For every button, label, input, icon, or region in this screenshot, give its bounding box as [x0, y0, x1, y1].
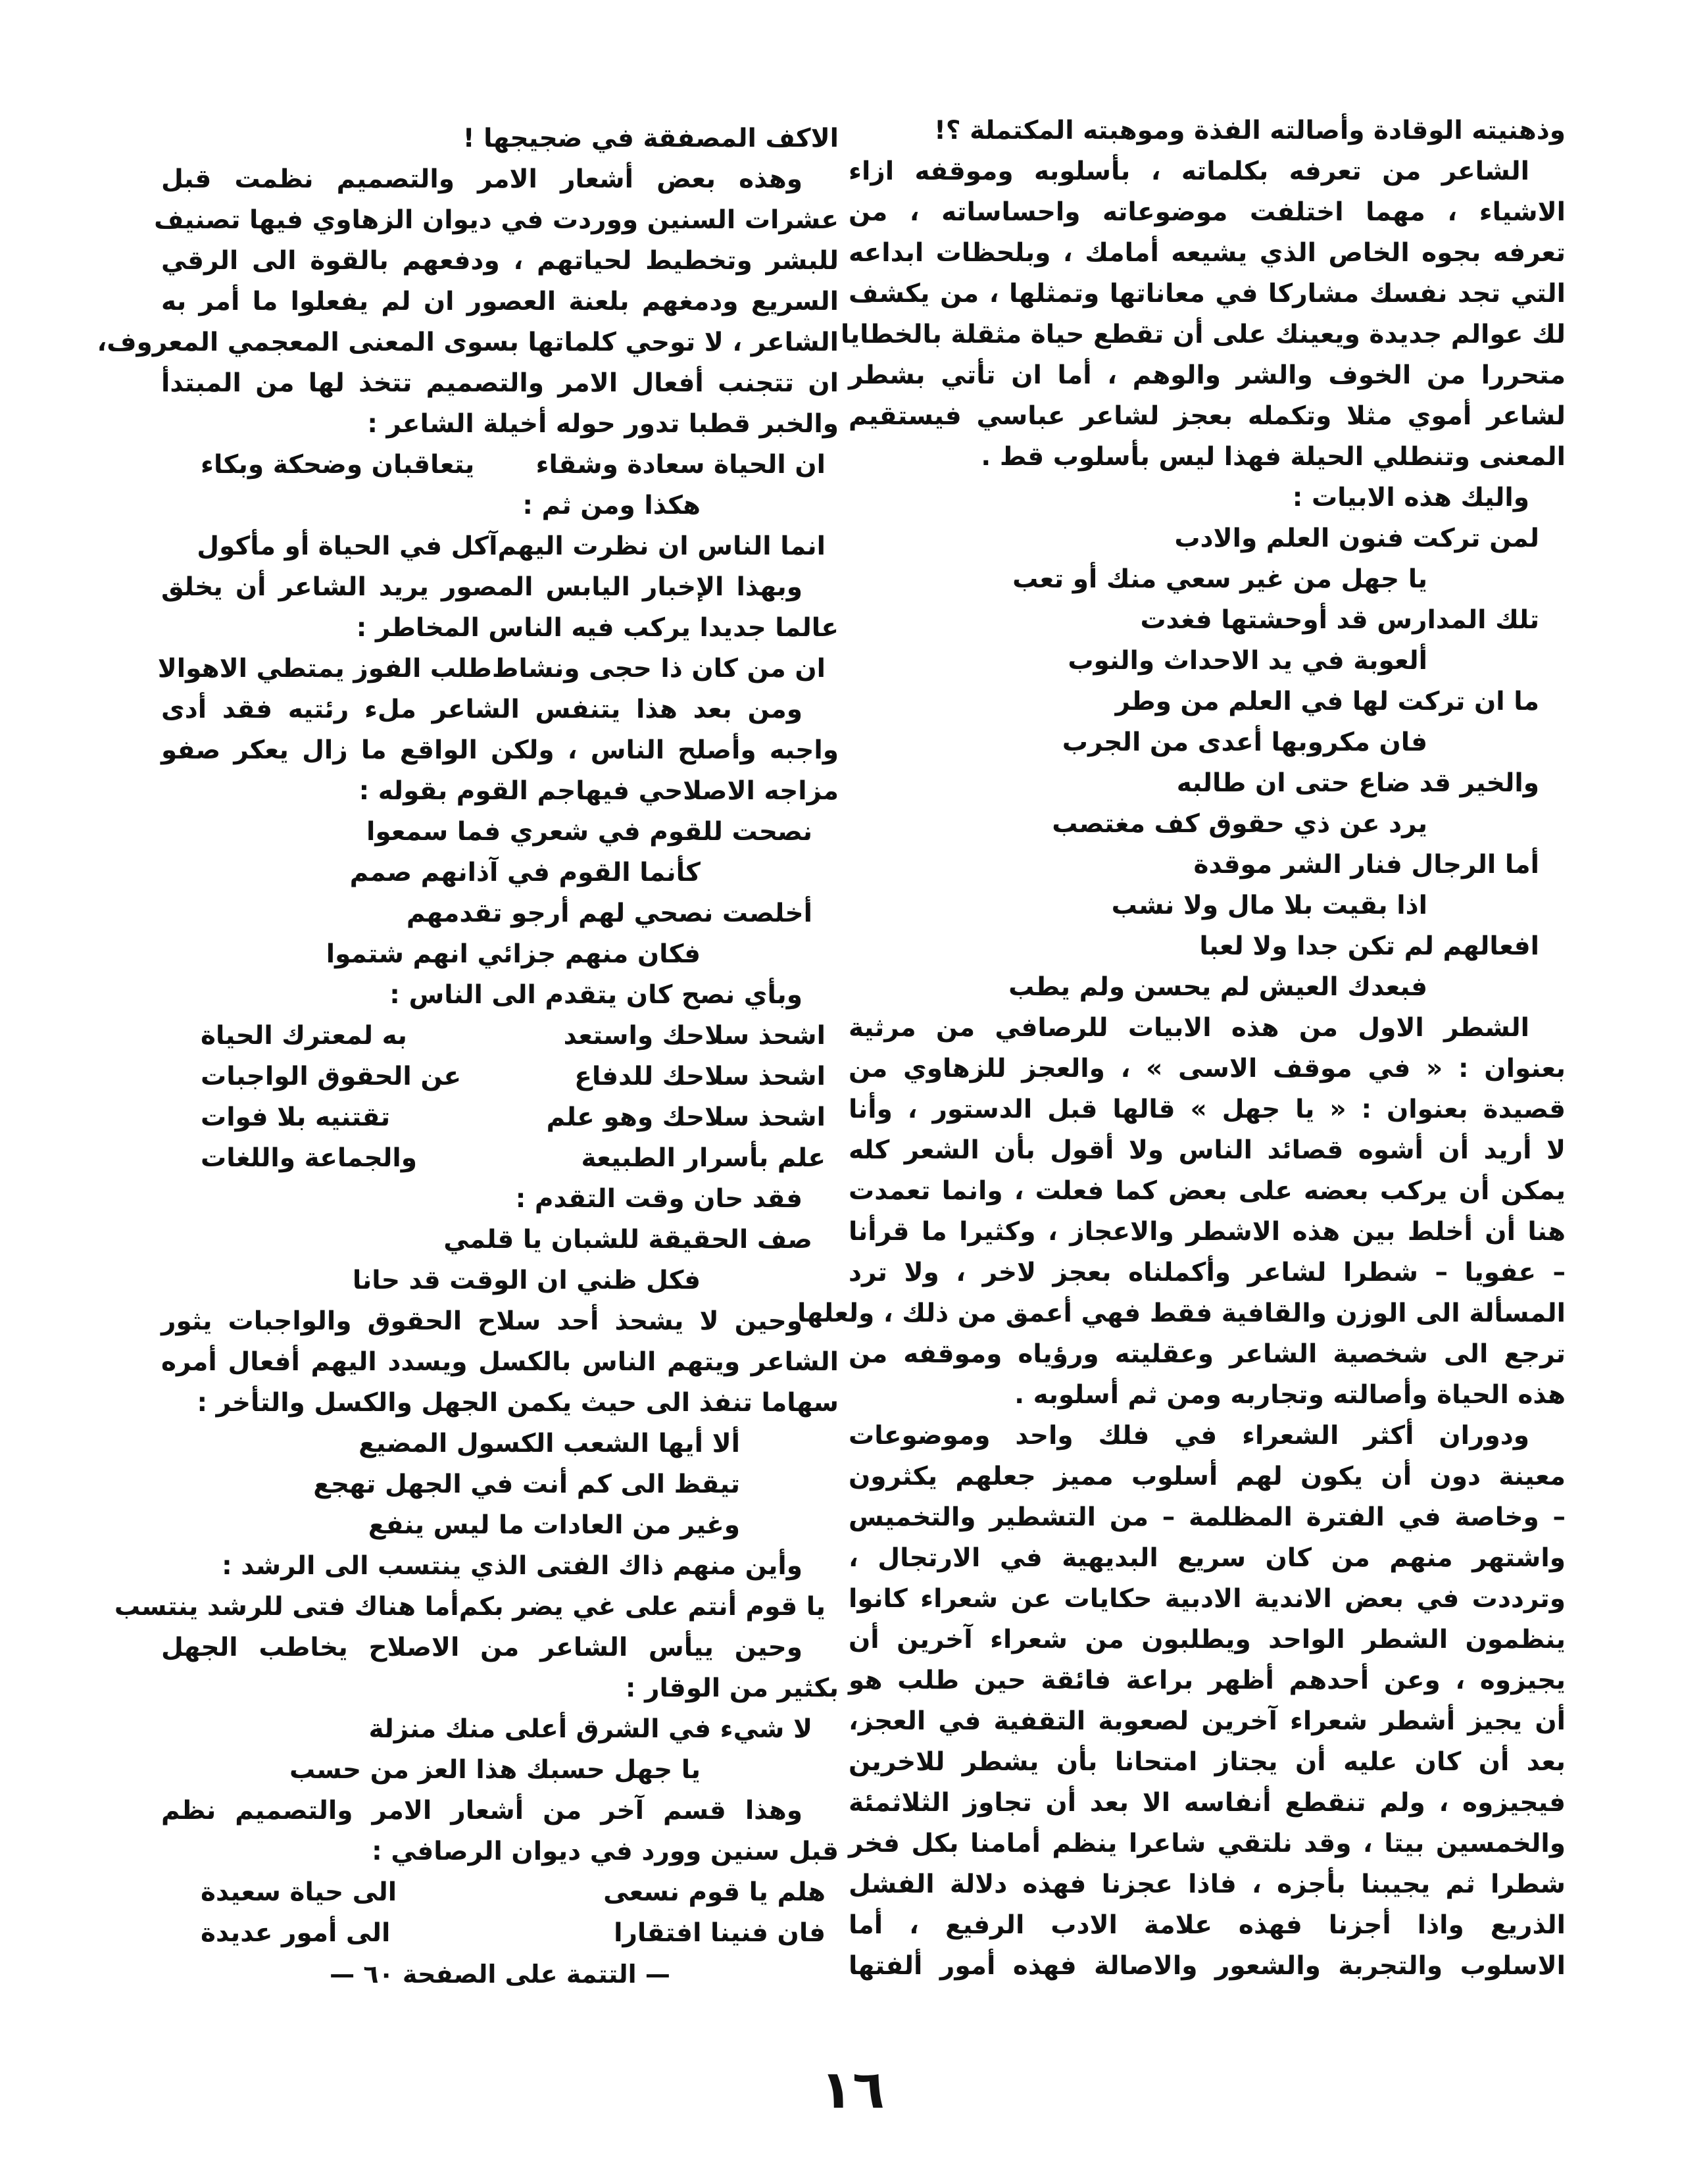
prose-line: لا أريد أن أشوه قصائد الناس ولا أقول بأن الشعر كله — [849, 1135, 1566, 1165]
prose-line: المعنى وتنطلي الحيلة فهذا ليس بأسلوب قط . — [981, 442, 1566, 472]
verse-couplet — [161, 526, 839, 567]
verse-line: فكل ظني ان الوقت قد حانا — [352, 1266, 701, 1295]
prose-line: عشرات السنين ووردت في ديوان الزهاوي فيها تصنيف — [154, 205, 839, 235]
hemistich-second: آكل في الحياة أو مأكول — [197, 532, 498, 561]
verse-line: أخلصت نصحي لهم أرجو تقدمهم — [406, 899, 812, 928]
prose-line: قصيدة بعنوان : « يا جهل » قالها قبل الدستور ، وأنا — [849, 1095, 1566, 1124]
prose-line: سهاما تنفذ الى حيث يكمن الجهل والكسل والتأخر : — [197, 1388, 839, 1418]
prose-line: مزاجه الاصلاحي فيهاجم القوم بقوله : — [358, 776, 839, 806]
page-number: ١٦ — [820, 2059, 885, 2120]
verse-line: ألعوبة في يد الاحداث والنوب — [1068, 646, 1427, 676]
prose-line: هذه الحياة وأصالته وتجاربه ومن ثم أسلوبه . — [1014, 1380, 1566, 1410]
verse-line: اذا بقيت بلا مال ولا نشب — [1111, 891, 1427, 920]
verse-couplet — [114, 1587, 839, 1627]
hemistich-first: فان فنينا افتقارا — [614, 1918, 826, 1948]
prose-line: فيجيزوه ، ولم تنقطع أنفاسه الا بعد أن تجاوز الثلاثمئة — [849, 1788, 1566, 1818]
column-right — [797, 111, 1566, 1987]
hemistich-second: الى حياة سعيدة — [201, 1877, 397, 1907]
prose-line: ترجع الى شخصية الشاعر وعقليته ورؤياه وموقفه من — [849, 1339, 1566, 1369]
prose-line: وحين لا يشحذ أحد سلاح الحقوق والواجبات يثور — [161, 1306, 803, 1336]
prose-line: الاسلوب والتجربة والشعور والاصالة فهذه أمور ألفتها — [849, 1951, 1566, 1981]
prose-line: الشطر الاول من هذه الابيات للرصافي من مرثية — [849, 1013, 1529, 1043]
verse-couplet — [161, 1056, 839, 1097]
hemistich-second: يتعاقبان وضحكة وبكاء — [201, 450, 475, 480]
prose-line: الشاعر ويتهم الناس بالكسل ويسدد اليهم أفعال أمره — [161, 1347, 839, 1377]
hemistich-second: طلب الفوز يمتطي الاهوالا — [157, 654, 492, 683]
hemistich-first: اشحذ سلاحك وهو علم — [546, 1103, 826, 1132]
prose-line: الشاعر ، لا توحي كلماتها بسوى المعنى المعجمي المعروف، — [97, 328, 839, 357]
verse-line: والخير قد ضاع حتى ان طالبه — [1176, 768, 1539, 798]
hemistich-second: تقتنيه بلا فوات — [201, 1103, 391, 1132]
verse-couplet — [161, 1913, 839, 1954]
hemistich-first: انما الناس ان نظرت اليهم — [497, 532, 826, 561]
hemistich-first: اشحذ سلاحك واستعد — [563, 1021, 826, 1051]
prose-line: يمكن أن يركب بعضه على بعض كما فعلت ، وانما تعمدت — [849, 1176, 1566, 1206]
prose-line: بعد أن كان عليه أن يجتاز امتحانا بأن يشطر للاخرين — [849, 1747, 1566, 1777]
prose-line: ومن بعد هذا يتنفس الشاعر ملء رئتيه فقد أدى — [161, 695, 803, 724]
prose-line: للبشر وتخطيط لحياتهم ، ودفعهم بالقوة الى الرقي — [161, 246, 839, 276]
prose-line: والخمسين بيتا ، وقد نلتقي شاعرا ينظم أمامنا بكل فخر — [849, 1829, 1566, 1858]
prose-line: الاشياء ، مهما اختلفت موضوعاته واحساساته ، من — [849, 197, 1566, 227]
prose-line: واليك هذه الابيات : — [1292, 483, 1529, 512]
prose-line: التي تجد نفسك مشاركا في معاناتها وتمثلها ، من يكشف — [849, 279, 1566, 309]
prose-line: لشاعر أموي مثلا وتكمله بعجز لشاعر عباسي فيستقيم — [849, 401, 1566, 431]
continuation-note: — التتمة على الصفحة ٦٠ — — [330, 1960, 670, 1989]
verse-line: يا جهل حسبك هذا العز من حسب — [289, 1755, 701, 1785]
verse-couplet — [157, 649, 839, 689]
verse-line: لا شيء في الشرق أعلى منك منزلة — [368, 1714, 812, 1744]
prose-line: وذهنيته الوقادة وأصالته الفذة وموهبته المكتملة ؟! — [934, 116, 1566, 145]
hemistich-second: به لمعترك الحياة — [201, 1021, 407, 1051]
verse-line: فكان منهم جزائي انهم شتموا — [326, 939, 701, 969]
prose-line: أن يجيز أشطر شعراء آخرين لصعوبة التقفية في العجز، — [849, 1706, 1566, 1736]
prose-line: معينة دون أن يكون لهم أسلوب مميز جعلهم يكثرون — [849, 1462, 1566, 1491]
prose-line: ينظمون الشطر الواحد ويطلبون من شعراء آخرين أن — [849, 1625, 1566, 1654]
prose-line: الشاعر من تعرفه بكلماته ، بأسلوبه وموقفه ازاء — [849, 157, 1529, 186]
verse-line: أما الرجال فنار الشر موقدة — [1193, 850, 1539, 880]
verse-couplet — [161, 445, 839, 485]
prose-line: متحررا من الخوف والشر والوهم ، أما ان تأتي بشطر — [849, 360, 1566, 390]
prose-line: واجبه وأصلح الناس ، ولكن الواقع ما زال يعكر صفو — [161, 735, 839, 765]
hemistich-first: علم بأسرار الطبيعة — [581, 1143, 826, 1173]
verse-line: يرد عن ذي حقوق كف مغتصب — [1052, 809, 1427, 839]
prose-line: وهذه بعض أشعار الامر والتصميم نظمت قبل — [161, 164, 803, 194]
prose-line: السريع ودمغهم بلعنة العصور ان لم يفعلوا ما أمر به — [161, 287, 839, 316]
prose-line: يجيزوه ، وعن أحدهم أظهر براعة فائقة حين طلب هو — [849, 1666, 1566, 1695]
prose-line: المسألة الى الوزن والقافية فقط فهي أعمق من ذلك ، ولعلها — [797, 1299, 1566, 1328]
prose-line: الذريع واذا أجزنا فهذه علامة الادب الرفيع ، أما — [849, 1910, 1566, 1940]
prose-line: والخبر قطبا تدور حوله أخيلة الشاعر : — [367, 409, 839, 439]
verse-couplet — [161, 1016, 839, 1056]
prose-line: وبأي نصح كان يتقدم الى الناس : — [389, 980, 803, 1010]
hemistich-second: الى أمور عديدة — [201, 1918, 391, 1948]
prose-line: تعرفه بجوه الخاص الذي يشيعه أمامك ، وبلحظات ابداعه — [849, 238, 1566, 268]
prose-line: هكذا ومن ثم : — [522, 491, 701, 520]
hemistich-first: اشحذ سلاحك للدفاع — [574, 1062, 826, 1091]
prose-line: شطرا ثم يجيبنا بأجزه ، فاذا عجزنا فهذه دلالة الفشل — [849, 1870, 1566, 1899]
prose-line: هنا أن أخلط بين هذه الاشطر والاعجاز ، وكثيرا ما قرأنا — [849, 1217, 1566, 1247]
verse-line: ألا أيها الشعب الكسول المضيع — [358, 1429, 740, 1458]
hemistich-second: أما هناك فتى للرشد ينتسب — [114, 1592, 459, 1622]
verse-couplet — [161, 1097, 839, 1138]
hemistich-second: عن الحقوق الواجبات — [201, 1062, 462, 1091]
prose-line: ودوران أكثر الشعراء في فلك واحد وموضوعات — [849, 1421, 1529, 1451]
verse-couplet — [161, 1138, 839, 1179]
verse-line: صف الحقيقة للشبان يا قلمي — [443, 1225, 812, 1254]
prose-line: بكثير من الوقار : — [625, 1674, 839, 1703]
prose-line: وهذا قسم آخر من أشعار الامر والتصميم نظم — [161, 1796, 803, 1825]
verse-couplet — [161, 1872, 839, 1913]
prose-line: وحين ييأس الشاعر من الاصلاح يخاطب الجهل — [161, 1633, 803, 1662]
prose-line: لك عوالم جديدة ويعينك على أن تقطع حياة مثقلة بالخطايا — [840, 320, 1566, 349]
verse-line: نصحت للقوم في شعري فما سمعوا — [366, 817, 812, 847]
prose-line: – وخاصة في الفترة المظلمة – من التشطير والتخميس — [849, 1502, 1566, 1532]
prose-line: فقد حان وقت التقدم : — [515, 1184, 803, 1214]
hemistich-first: يا قوم أنتم على غي يضر بكم — [458, 1592, 826, 1622]
prose-line: وأين منهم ذاك الفتى الذي ينتسب الى الرشد : — [222, 1551, 803, 1581]
prose-line: الاكف المصفقة في ضجيجها ! — [462, 124, 839, 153]
prose-line: – عفويا – شطرا لشاعر وأكملناه بعجز لاخر ، ولا ترد — [849, 1258, 1566, 1287]
hemistich-first: ان من كان ذا حجى ونشاط — [491, 654, 826, 683]
hemistich-second: والجماعة واللغات — [201, 1143, 418, 1173]
prose-line: وترددت في بعض الاندية الادبية حكايات عن شعراء كانوا — [849, 1584, 1566, 1614]
prose-line: واشتهر منهم من كان سريع البديهية في الارتجال ، — [849, 1543, 1566, 1573]
verse-line: يا جهل من غير سعي منك أو تعب — [1012, 564, 1427, 594]
hemistich-first: هلم يا قوم نسعى — [603, 1877, 826, 1907]
verse-line: وغير من العادات ما ليس ينفع — [368, 1510, 740, 1540]
verse-line: كأنما القوم في آذانهم صمم — [349, 858, 701, 887]
prose-line: عالما جديدا يركب فيه الناس المخاطر : — [356, 613, 839, 643]
prose-line: ان تتجنب أفعال الامر والتصميم تتخذ لها من المبتدأ — [161, 368, 839, 398]
hemistich-first: ان الحياة سعادة وشقاء — [535, 450, 826, 480]
verse-line: ما ان تركت لها في العلم من وطر — [1115, 687, 1539, 716]
prose-line: بعنوان : « في موقف الاسى » ، والعجز للزهاوي من — [849, 1054, 1566, 1083]
verse-line: افعالهم لم تكن جدا ولا لعبا — [1199, 931, 1539, 961]
verse-line: فان مكروبها أعدى من الجرب — [1062, 728, 1427, 757]
verse-line: لمن تركت فنون العلم والادب — [1174, 524, 1539, 553]
verse-line: فبعدك العيش لم يحسن ولم يطب — [1008, 972, 1427, 1002]
column-left — [97, 118, 839, 1995]
prose-line: قبل سنين وورد في ديوان الرصافي : — [372, 1837, 839, 1866]
prose-line: وبهذا الإخبار اليابس المصور يريد الشاعر أن يخلق — [161, 572, 803, 602]
verse-line: تيقظ الى كم أنت في الجهل تهجع — [313, 1470, 740, 1499]
verse-line: تلك المدارس قد أوحشتها فغدت — [1140, 605, 1539, 635]
